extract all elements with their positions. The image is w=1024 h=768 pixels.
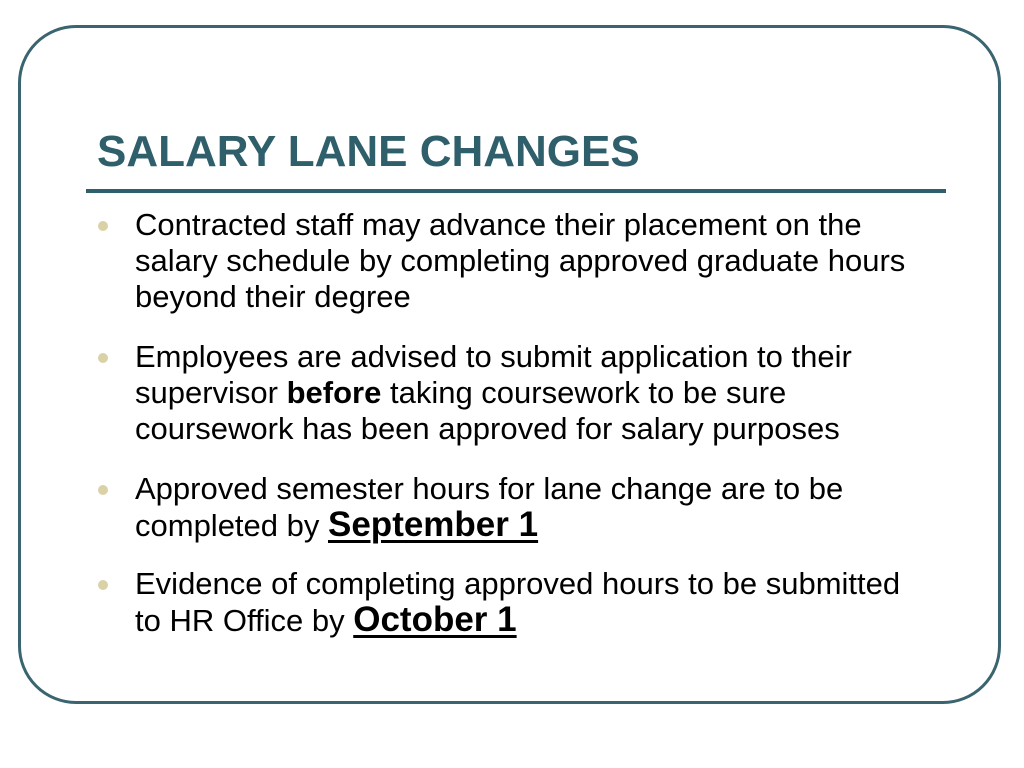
bullet-item-evidence-deadline bbox=[97, 566, 927, 639]
bullet-text-pre: Evidence of completing approved hours to be submitted to HR Office by bbox=[135, 566, 901, 638]
bullet-item-completion-deadline bbox=[97, 471, 927, 544]
title-underline-rule bbox=[86, 189, 946, 193]
bullet-dot-icon bbox=[98, 221, 108, 231]
bullet-dot-icon bbox=[98, 580, 108, 590]
deadline-date-september: September 1 bbox=[328, 505, 539, 544]
bullet-text-pre: Employees are advised to submit application to their supervisor bbox=[135, 339, 852, 410]
bullet-item-salary-advance bbox=[97, 207, 927, 315]
slide-title: SALARY LANE CHANGES bbox=[97, 127, 640, 176]
bullet-dot-icon bbox=[98, 485, 108, 495]
bullet-item-submit-application bbox=[97, 339, 927, 447]
bullet-list bbox=[97, 207, 927, 663]
bullet-text-pre: Approved semester hours for lane change are to be completed by bbox=[135, 471, 844, 543]
bullet-emphasis-before: before bbox=[286, 375, 382, 410]
deadline-date-october: October 1 bbox=[353, 600, 517, 639]
bullet-dot-icon bbox=[98, 353, 108, 363]
bullet-text-post: taking coursework to be sure coursework has been approved for salary purposes bbox=[135, 375, 840, 446]
bullet-text: Contracted staff may advance their placement on the salary schedule by completing approved graduate hours beyond their degree bbox=[135, 207, 906, 314]
